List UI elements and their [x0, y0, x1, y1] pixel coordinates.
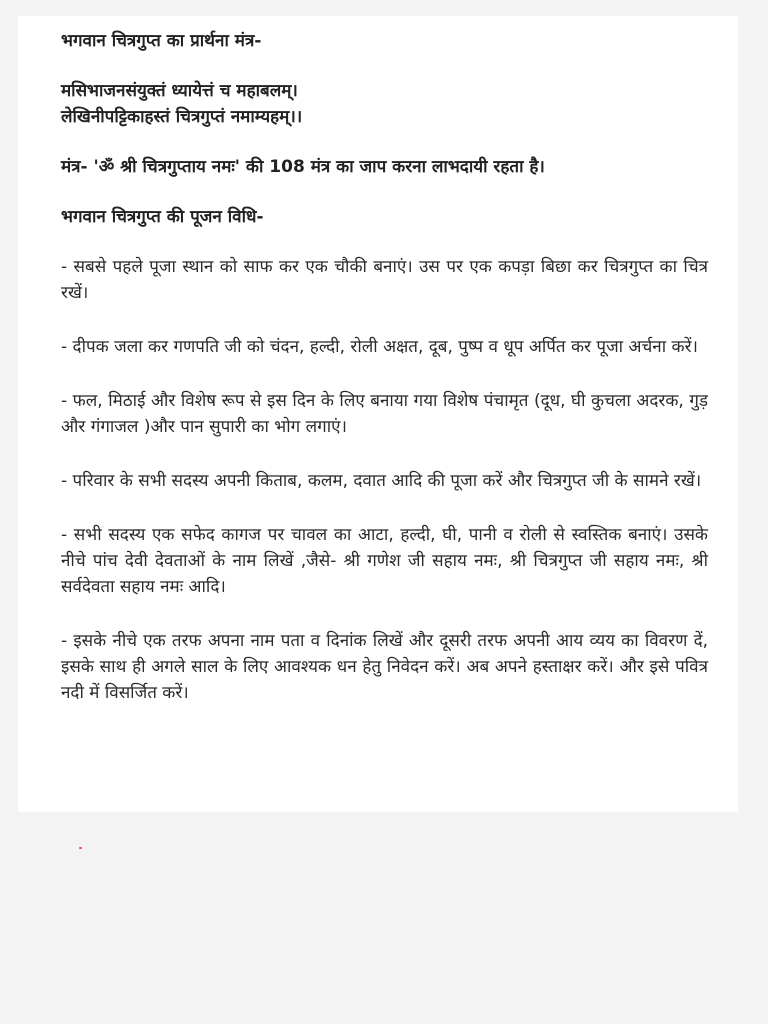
prayer-line-1: मसिभाजनसंयुक्तं ध्यायेत्तं च महाबलम्। [61, 81, 298, 101]
step-paragraph-5: - सभी सदस्य एक सफेद कागज पर चावल का आटा, हल्दी, घी, पानी व रोली से स्वस्तिक बनाएं। उसके नीचे पांच देवी देवताओं के नाम लिखें ,जैसे- श्री गणेश जी सहाय नमः, श्री चित्रगुप्त जी सहाय नमः, श्री सर्वदेवता सहाय नमः आदि। [61, 525, 708, 597]
mantra-line: मंत्र- 'ॐ श्री चित्रगुप्ताय नमः' की 108 मंत्र का जाप करना लाभदायी रहता है। [61, 157, 545, 177]
prayer-verse [61, 78, 708, 130]
puja-heading: भगवान चित्रगुप्त की पूजन विधि- [61, 207, 264, 227]
step-paragraph-3: - फल, मिठाई और विशेष रूप से इस दिन के लिए बनाया गया विशेष पंचामृत (दूध, घी कुचला अदरक, गुड़ और गंगाजल )और पान सुपारी का भोग लगाएं। [61, 391, 708, 437]
step-paragraph-1: - सबसे पहले पूजा स्थान को साफ कर एक चौकी बनाएं। उस पर एक कपड़ा बिछा कर चित्रगुप्त का चित्र रखें। [61, 257, 708, 303]
stray-mark [79, 847, 82, 849]
step-paragraph-2: - दीपक जला कर गणपति जी को चंदन, हल्दी, रोली अक्षत, दूब, पुष्प व धूप अर्पित कर पूजा अर्चना करें। [61, 337, 698, 357]
prayer-line-2: लेखिनीपट्टिकाहस्तं चित्रगुप्तं नमाम्यहम्।। [61, 107, 303, 127]
article-card [18, 16, 738, 812]
prayer-heading: भगवान चित्रगुप्त का प्रार्थना मंत्र- [61, 31, 262, 51]
step-paragraph-6: - इसके नीचे एक तरफ अपना नाम पता व दिनांक लिखें और दूसरी तरफ अपनी आय व्यय का विवरण दें, इसके साथ ही अगले साल के लिए आवश्यक धन हेतु निवेदन करें। अब अपने हस्ताक्षर करें। और इसे पवित्र नदी में विसर्जित करें। [61, 631, 708, 703]
step-paragraph-4: - परिवार के सभी सदस्य अपनी किताब, कलम, दवात आदि की पूजा करें और चित्रगुप्त जी के सामने रखें। [61, 471, 702, 491]
